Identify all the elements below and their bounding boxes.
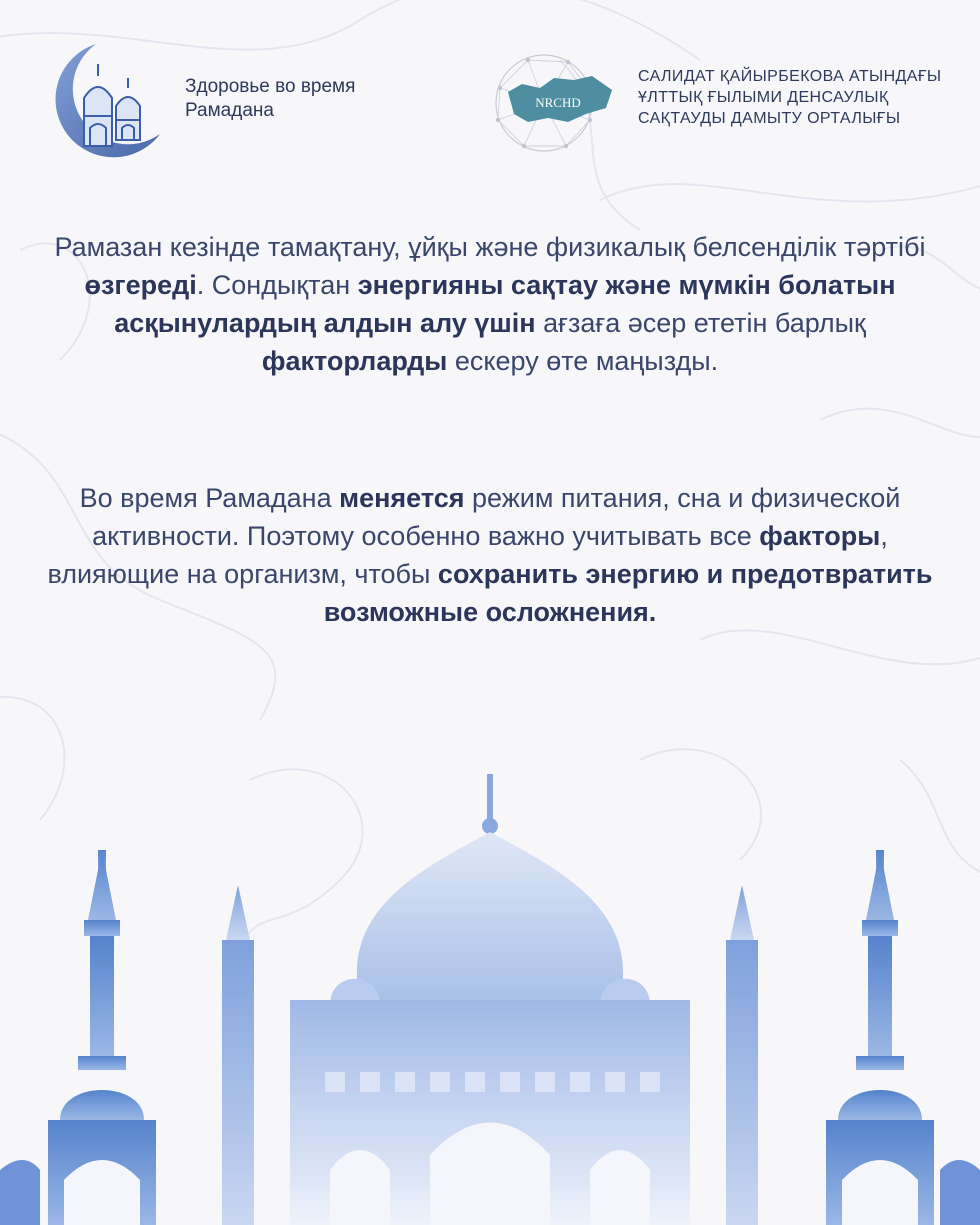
kk-bold-3: факторларды xyxy=(261,346,448,376)
nrchd-logo-icon xyxy=(488,48,620,158)
ru-bold-1: меняется xyxy=(339,483,465,513)
ru-text-1: Во время Рамадана xyxy=(79,483,340,513)
kk-bold-1: өзгереді xyxy=(84,270,197,300)
russian-paragraph xyxy=(30,479,950,631)
nrchd-logo-text: NRCHD xyxy=(535,95,581,110)
ru-text-2: режим питания, сна и физической активности. Поэтому особенно важно учитывать все xyxy=(92,483,901,551)
crescent-mosque-logo-icon xyxy=(36,36,166,166)
kk-text-3: ағзаға әсер ететін барлық xyxy=(535,308,866,338)
ru-bold-2: факторы xyxy=(759,521,881,551)
left-title-line-1: Здоровье во время xyxy=(185,76,356,97)
right-title-line-3: САҚТАУДЫ ДАМЫТУ ОРТАЛЫҒЫ xyxy=(638,110,901,127)
kk-text-2: . Сондықтан xyxy=(196,270,358,300)
kk-text-1: Рамазан кезінде тамақтану, ұйқы және физикалық белсенділік тәртібі xyxy=(54,232,926,262)
left-title-line-2: Рамадана xyxy=(185,100,274,121)
ru-text-3: , влияющие на организм, чтобы xyxy=(47,521,888,589)
right-title-line-2: ҰЛТТЫҚ ҒЫЛЫМИ ДЕНСАУЛЫҚ xyxy=(638,89,889,106)
right-logo-title xyxy=(638,66,942,129)
kazakh-paragraph xyxy=(30,228,950,380)
kk-text-4: ескеру өте маңызды. xyxy=(447,346,719,376)
mosque-illustration-icon xyxy=(0,700,980,1225)
header xyxy=(0,0,980,180)
kk-bold-2: энергияны сақтау және мүмкін болатын асқынулардың алдын алу үшін xyxy=(114,270,896,338)
left-logo-title xyxy=(185,75,355,123)
right-title-line-1: САЛИДАТ ҚАЙЫРБЕКОВА АТЫНДАҒЫ xyxy=(638,68,942,85)
ru-bold-3: сохранить энергию и предотвратить возможные осложнения. xyxy=(323,559,933,627)
